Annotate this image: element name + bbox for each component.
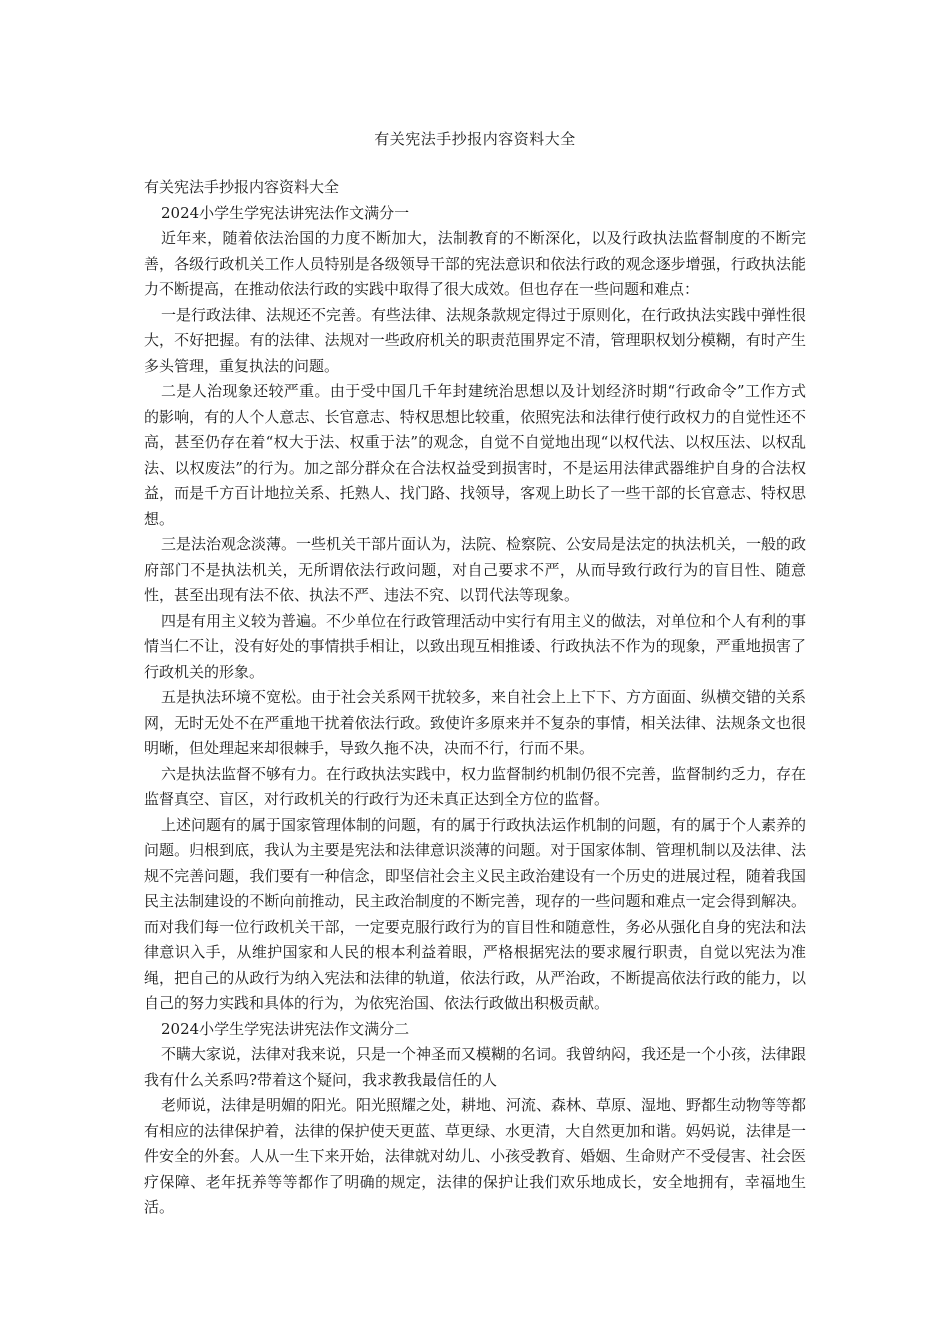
document-body xyxy=(144,175,806,1221)
paragraph: 上述问题有的属于国家管理体制的问题，有的属于行政执法运作机制的问题，有的属于个人素养的问题。归根到底，我认为主要是宪法和法律意识淡薄的问题。对于国家体制、管理机制以及法律、法规不完善问题，我们要有一种信念，即坚信社会主义民主政治建设有一个历史的进展过程，随着我国民主法制建设的不断向前推动，民主政治制度的不断完善，现存的一些问题和难点一定会得到解决。而对我们每一位行政机关干部，一定要克服行政行为的盲目性和随意性，务必从强化自身的宪法和法律意识入手，从维护国家和人民的根本利益着眼，严格根据宪法的要求履行职责，自觉以宪法为准绳，把自己的从政行为纳入宪法和法律的轨道，依法行政，从严治政，不断提高依法行政的能力，以自己的努力实践和具体的行为，为依宪治国、依法行政做出积极贡献。 xyxy=(144,815,807,1012)
paragraph: 六是执法监督不够有力。在行政执法实践中，权力监督制约机制仍很不完善，监督制约乏力，存在监督真空、盲区，对行政机关的行政行为还未真正达到全方位的监督。 xyxy=(144,764,807,808)
paragraph: 老师说，法律是明媚的阳光。阳光照耀之处，耕地、河流、森林、草原、湿地、野都生动物等等都有相应的法律保护着，法律的保护使天更蓝、草更绿、水更清，大自然更加和谐。妈妈说，法律是一件安全的外套。人从一生下来开始，法律就对幼儿、小孩受教育、婚姻、生命财产不受侵害、社会医疗保障、老年抚养等等都作了明确的规定，法律的保护让我们欢乐地成长，安全地拥有，幸福地生活。 xyxy=(144,1096,807,1216)
section-heading: 2024小学生学宪法讲宪法作文满分一 xyxy=(161,203,410,222)
paragraph: 一是行政法律、法规还不完善。有些法律、法规条款规定得过于原则化，在行政执法实践中弹性很大，不好把握。有的法律、法规对一些政府机关的职责范围界定不清，管理职权划分模糊，有时产生多头管理，重复执法的问题。 xyxy=(144,305,807,375)
section-heading: 2024小学生学宪法讲宪法作文满分二 xyxy=(161,1019,410,1038)
paragraph: 三是法治观念淡薄。一些机关干部片面认为，法院、检察院、公安局是法定的执法机关，一般的政府部门不是执法机关，无所谓依法行政问题，对自己要求不严，从而导致行政行为的盲目性、随意性，甚至出现有法不依、执法不严、违法不究、以罚代法等现象。 xyxy=(144,535,807,604)
paragraph: 不瞒大家说，法律对我来说，只是一个神圣而又模糊的名词。我曾纳闷，我还是一个小孩，法律跟我有什么关系吗?带着这个疑问，我求教我最信任的人 xyxy=(144,1045,807,1089)
document-title: 有关宪法手抄报内容资料大全 xyxy=(374,130,576,148)
paragraph: 五是执法环境不宽松。由于社会关系网干扰较多，来自社会上上下下、方方面面、纵横交错的关系网，无时无处不在严重地干扰着依法行政。致使许多原来并不复杂的事情，相关法律、法规条文也很明晰，但处理起来却很棘手，导致久拖不决，决而不行，行而不果。 xyxy=(144,688,807,757)
document-heading: 有关宪法手抄报内容资料大全 xyxy=(144,178,340,196)
paragraph: 近年来，随着依法治国的力度不断加大，法制教育的不断深化，以及行政执法监督制度的不断完善，各级行政机关工作人员特别是各级领导干部的宪法意识和依法行政的观念逐步增强，行政执法能力不断提高，在推动依法行政的实践中取得了很大成效。但也存在一些问题和难点： xyxy=(144,229,806,298)
paragraph: 二是人治现象还较严重。由于受中国几千年封建统治思想以及计划经济时期“行政命令”工作方式的影响，有的人个人意志、长官意志、特权思想比较重，依照宪法和法律行使行政权力的自觉性还不高，甚至仍存在着“权大于法、权重于法”的观念，自觉不自觉地出现“以权代法、以权压法、以权乱法、以权废法”的行为。加之部分群众在合法权益受到损害时，不是运用法律武器维护自身的合法权益，而是千方百计地拉关系、托熟人、找门路、找领导，客观上助长了一些干部的长官意志、特权思想。 xyxy=(144,382,806,528)
paragraph: 四是有用主义较为普遍。不少单位在行政管理活动中实行有用主义的做法，对单位和个人有利的事情当仁不让，没有好处的事情拱手相让，以致出现互相推诿、行政执法不作为的现象，严重地损害了行政机关的形象。 xyxy=(144,611,807,681)
